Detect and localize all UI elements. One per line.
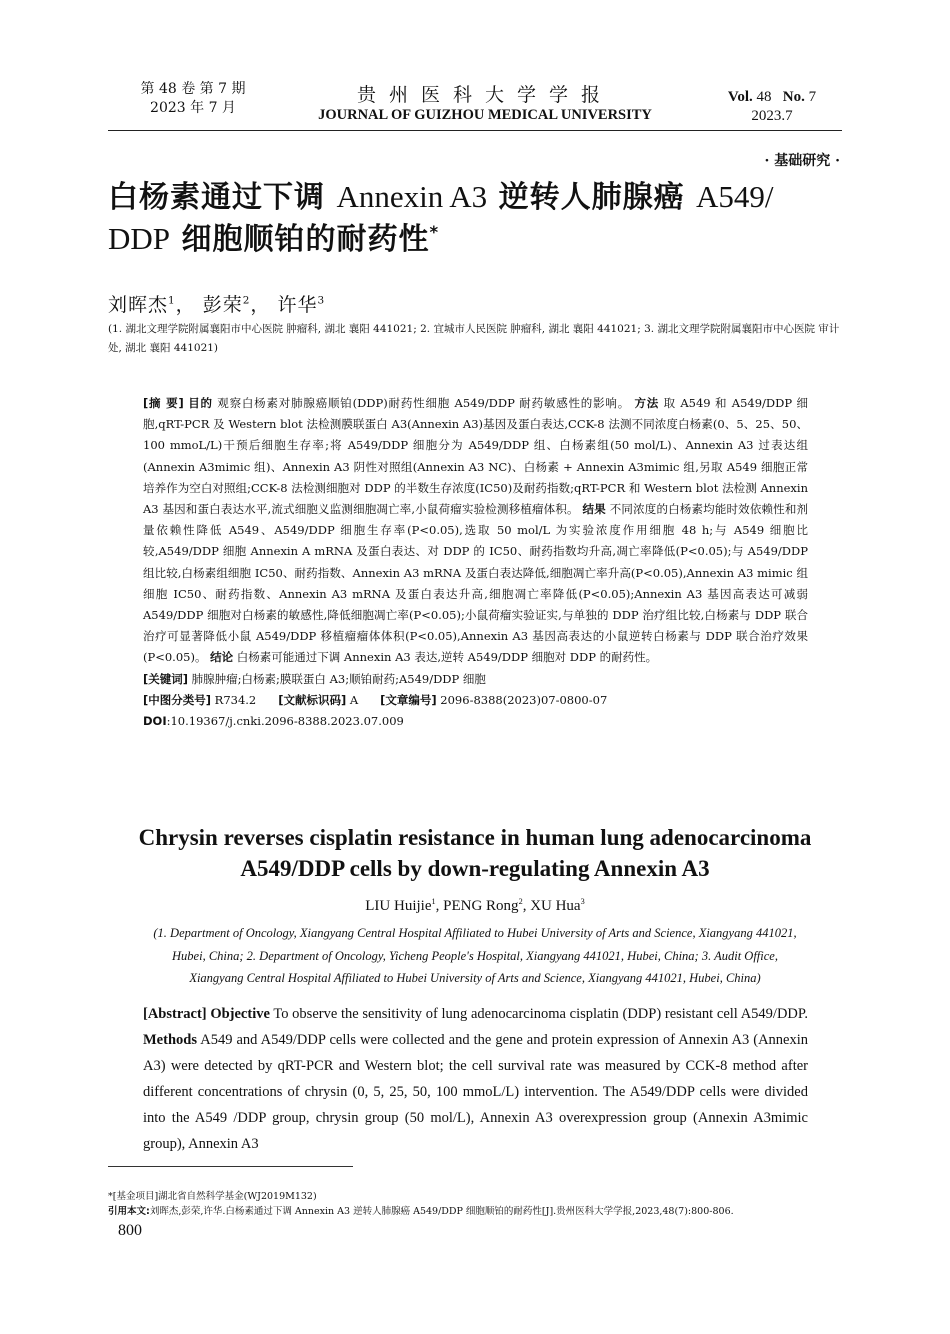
articleno-label: [文章编号] <box>380 692 437 707</box>
author-en: PENG Rong <box>443 898 519 914</box>
author-sep: ， <box>250 294 271 316</box>
title-en-line2: A549/DDP cells by down-regulating Annexin A3 <box>240 856 710 881</box>
header-volume-en <box>712 88 832 126</box>
title-cn-part4: A549/ <box>696 179 774 214</box>
keywords-text: 肺腺肿瘤;白杨素;膜联蛋白 A3;顺铂耐药;A549/DDP 细胞 <box>191 671 486 686</box>
abstract-en <box>143 1001 808 1157</box>
title-en-line1: Chrysin reverses cisplatin resistance in human lung adenocarcinoma <box>138 825 812 850</box>
authors-cn <box>108 290 325 317</box>
doi-label: DOI <box>143 714 167 729</box>
vol-num: 48 <box>756 89 772 105</box>
purpose-label: 目的 <box>188 396 213 410</box>
author-en-affil: 2 <box>518 897 523 906</box>
classification-line <box>143 690 808 711</box>
clc-value: R734.2 <box>214 692 257 707</box>
purpose-text: 观察白杨素对肺腺癌顺铂(DDP)耐药性细胞 A549/DDP 耐药敏感性的影响。 <box>217 396 631 410</box>
affiliations-cn: (1. 湖北文理学院附属襄阳市中心医院 肿瘤科, 湖北 襄阳 441021; 2. 宜城市人民医院 肿瘤科, 湖北 襄阳 441021; 3. 湖北文理学院附属襄阳市中心医院 审计处, 湖北 襄阳 441021) <box>108 323 840 354</box>
author-en-affil: 1 <box>431 897 436 906</box>
title-cn-part2: Annexin A3 <box>336 179 488 214</box>
conclusion-text: 白杨素可能通过下调 Annexin A3 表达,逆转 A549/DDP 细胞对 DDP 的耐药性。 <box>236 650 658 665</box>
author-sep: ， <box>175 294 196 316</box>
doccode-value: A <box>349 692 359 707</box>
keywords-line <box>143 669 808 690</box>
journal-name-cn: 贵州医科大学学报 <box>356 84 613 106</box>
articleno-value: 2096-8388(2023)07-0800-07 <box>440 692 608 707</box>
title-cn-part1: 白杨素通过下调 <box>108 180 325 215</box>
results-text: 不同浓度的白杨素均能时效依赖性和剂量依赖性降低 A549、A549/DDP 细胞生存率(P<0.05),选取 50 mol/L 为实验浓度作用细胞 48 h;与 A549 细胞比较,A549/DDP 细胞 Annexin A mRNA 及蛋白表达、对 DDP 的 IC50、耐药指数均升高,凋亡率降低(P<0.05);与 A549/DDP 组比较,白杨素组细胞 IC50、耐药指数、Annexin A3 mRNA 及蛋白表达降低,细胞凋亡率升高(P<0.05),Annexin A3 mimic 组细胞 IC50、耐药指数、Annexin A3 mRNA 及蛋白表达升高,细胞凋亡率降低(P<0.05);Annexin A3 基因高表达可减弱 A549/DDP 细胞对白杨素的敏感性,降低细胞凋亡率(P<0.05);小鼠荷瘤实验证实,与单独的 DDP 治疗组比较,白杨素与 DDP 联合治疗可显著降低小鼠 A549/DDP 移植瘤瘤体体积(P<0.05),Annexin A3 基因高表达的小鼠逆转白杨素与 DDP 联合治疗效果(P<0.05)。 <box>143 502 809 665</box>
header-journal <box>280 84 690 124</box>
methods-label-cn: 方法 <box>634 396 660 410</box>
author-en: LIU Huijie <box>365 898 432 914</box>
author-sep: , <box>435 898 444 914</box>
keywords-label: [关键词] <box>143 671 189 686</box>
abstract-cn <box>143 393 808 732</box>
clc-label: [中图分类号] <box>143 692 212 707</box>
date-cn: 2023 年 7 月 <box>150 100 236 116</box>
affiliations-en <box>108 922 842 990</box>
abstract-label-cn: [摘 要] <box>143 396 184 410</box>
title-cn-part6: 细胞顺铂的耐药性 <box>181 222 430 257</box>
author-cn-affil: 3 <box>317 294 326 307</box>
abstract-label-en: [Abstract] <box>143 1006 207 1022</box>
objective-label: Objective <box>210 1006 270 1022</box>
vol-label: Vol. <box>727 89 753 105</box>
authors-en <box>108 898 842 915</box>
affil-en-line3: Xiangyang Central Hospital Affiliated to Hubei University of Arts and Science, Xiangyang 441021, Hubei, China) <box>189 971 761 985</box>
header-volume-info <box>128 80 258 118</box>
author-cn-affil: 1 <box>168 294 176 307</box>
author-en: XU Hua <box>530 898 581 914</box>
section-tag: · 基础研究 · <box>764 153 840 169</box>
header-rule <box>108 130 842 131</box>
abstract-cn-body <box>143 393 808 669</box>
author-cn: 彭荣 <box>202 294 243 316</box>
conclusion-label: 结论 <box>210 650 234 665</box>
title-cn <box>108 176 848 260</box>
author-cn: 刘晖杰 <box>108 294 169 316</box>
fund-footnote: *[基金项目]湖北省自然科学基金(WJ2019M132) <box>108 1191 317 1202</box>
methods-text-cn: 取 A549 和 A549/DDP 细胞,qRT-PCR 及 Western blot 法检测膜联蛋白 A3(Annexin A3)基因及蛋白表达,CCK-8 法测不同浓度白杨素(0、5、25、50、100 mmoL/L)干预后细胞生存率;将 A549/DDP 细胞分为 A549/DDP 组、白杨素组(50 mol/L)、Annexin A3 过表达组(Annexin A3mimic 组)、Annexin A3 阴性对照组(Annexin A3 NC)、白杨素 + Annexin A3mimic 组,另取 A549 细胞正常培养作为空白对照组;CCK-8 法检测细胞对 DDP 的半数生存浓度(IC50)及耐药指数;qRT-PCR 和 Western blot 法检测 Annexin A3 基因和蛋白表达水平,流式细胞义监测细胞凋亡率,小鼠荷瘤实验检测移植瘤体积。 <box>143 396 809 517</box>
citation-text: 刘晖杰,彭荣,许华.白杨素通过下调 Annexin A3 逆转人肺腺癌 A549/DDP 细胞顺铂的耐药性[J].贵州医科大学学报,2023,48(7):800-806. <box>149 1206 734 1217</box>
footnote-rule <box>108 1166 353 1167</box>
methods-label-en: Methods <box>143 1032 197 1048</box>
affil-en-line1: (1. Department of Oncology, Xiangyang Central Hospital Affiliated to Hubei University of Arts and Science, Xiangyang 441021, <box>153 926 797 940</box>
no-num: 7 <box>808 89 817 105</box>
objective-text: To observe the sensitivity of lung adenocarcinoma cisplatin (DDP) resistant cell A549/DDP. <box>273 1006 808 1022</box>
doi-line <box>143 711 808 732</box>
doccode-label: [文献标识码] <box>278 692 347 707</box>
title-cn-part3: 逆转人肺腺癌 <box>498 180 685 215</box>
doi-value: :10.19367/j.cnki.2096-8388.2023.07.009 <box>166 714 404 729</box>
volume-issue-cn: 第 48 卷 第 7 期 <box>140 81 246 97</box>
date-en: 2023.7 <box>751 108 793 124</box>
title-en <box>108 822 842 884</box>
author-cn: 许华 <box>277 294 318 316</box>
results-label: 结果 <box>582 502 606 517</box>
citation-footnote <box>108 1203 848 1217</box>
citation-label: 引用本文: <box>108 1206 150 1217</box>
no-label: No. <box>782 89 805 105</box>
fund-mark: * <box>429 223 440 242</box>
methods-text-en: A549 and A549/DDP cells were collected and the gene and protein expression of Annexin A3 (Annexin A3) were detected by qRT-PCR and Western blot; the cell survival rate was measured by CCK-8 method after different concentrations of chrysin (0, 5, 25, 50, 100 mmoL/L) intervention. The A549/DDP cells were divided into the A549 /DDP group, chrysin group (50 mol/L), Annexin A3 overexpression group (Annexin A3mimic group), Annexin A3 <box>143 1032 808 1152</box>
author-cn-affil: 2 <box>242 294 251 307</box>
author-sep: , <box>522 898 531 914</box>
affil-en-line2: Hubei, China; 2. Department of Oncology, Yicheng People's Hospital, Xiangyang 441021, Hubei, China; 3. Audit Office, <box>172 948 778 963</box>
journal-name-en: JOURNAL OF GUIZHOU MEDICAL UNIVERSITY <box>318 107 652 123</box>
page-number: 800 <box>118 1222 142 1239</box>
volume-issue-en <box>712 88 832 107</box>
title-cn-part5: DDP <box>108 221 171 256</box>
author-en-affil: 3 <box>580 897 585 906</box>
